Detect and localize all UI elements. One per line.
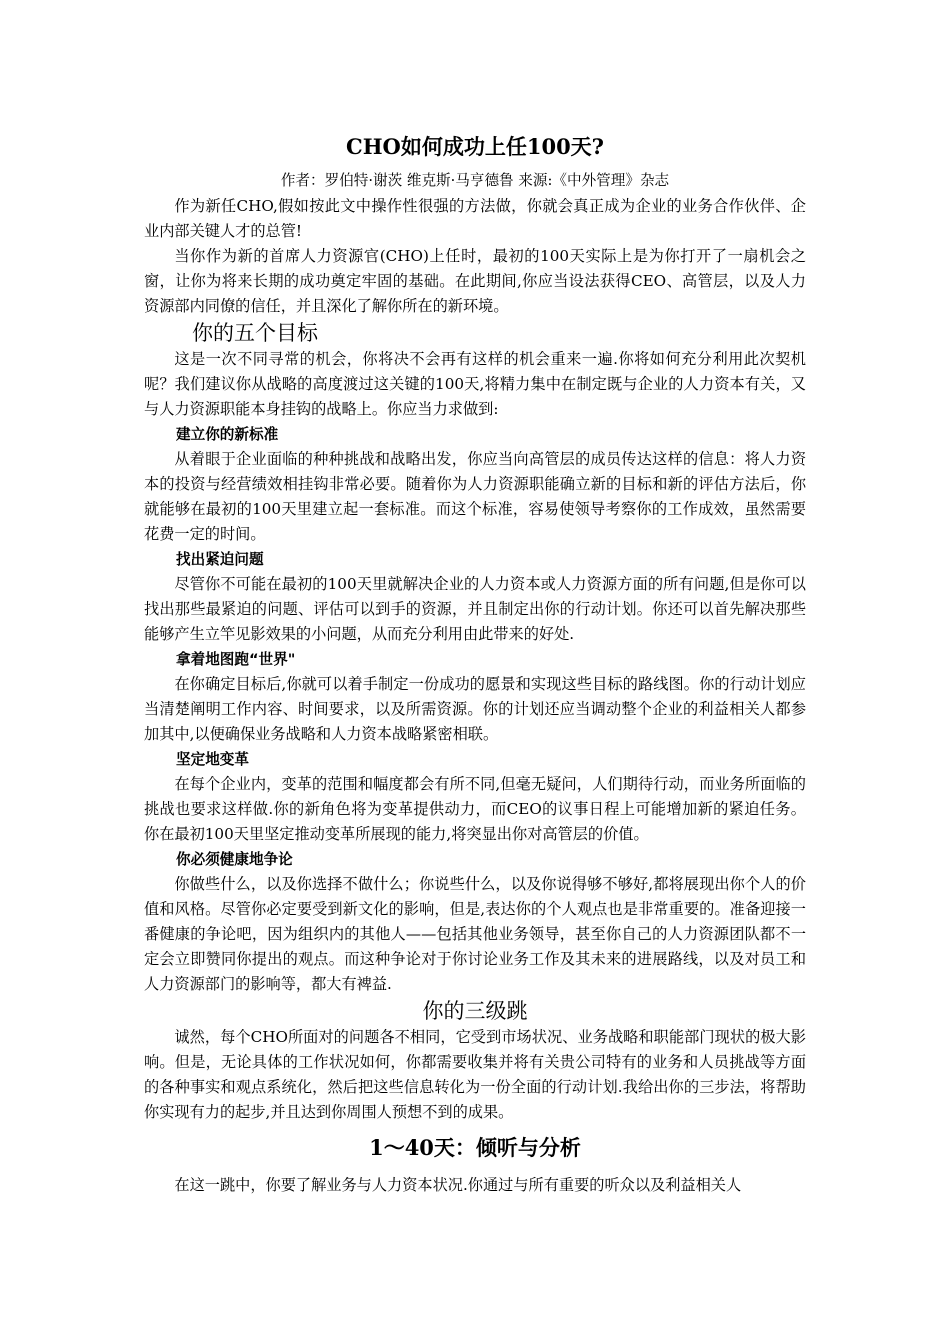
byline: 作者：罗伯特·谢茨 维克斯·马亨德鲁 来源:《中外管理》杂志	[280, 172, 670, 189]
intro-paragraph-1: 作为新任CHO,假如按此文中操作性很强的方法做，你就会真正成为企业的业务合作伙伴、企业内部关键人才的总管!	[144, 197, 806, 240]
section2-text: 诚然，每个CHO所面对的问题各不相同，它受到市场状况、业务战略和职能部门现状的极大影响。但是，无论具体的工作状况如何，你都需要收集并将有关贵公司特有的业务和人员挑战等方面的各种事实和观点系统化，然后把这些信息转化为一份全面的行动计划.我给出你的三步法，将帮助你实现有力的起步,并且达到你周围人预想不到的成果。	[144, 1028, 806, 1121]
goal-heading-3: 拿着地图跑“世界"	[176, 651, 296, 668]
section-heading-three-jumps: 你的三级跳	[422, 999, 528, 1023]
section-heading-five-goals: 你的五个目标	[192, 321, 318, 345]
goal-heading-1: 建立你的新标准	[176, 426, 279, 443]
goal-text-3: 在你确定目标后,你就可以着手制定一份成功的愿景和实现这些目标的路线图。你的行动计划应当清楚阐明工作内容、时间要求，以及所需资源。你的计划还应当调动整个企业的利益相关人都参加其中,以便确保业务战略和人力资本战略紧密相联。	[144, 675, 806, 743]
goal-text-1: 从着眼于企业面临的种种挑战和战略出发，你应当向高管层的成员传达这样的信息：将人力资本的投资与经营绩效相挂钩非常必要。随着你为人力资源职能确立新的目标和新的评估方法后，你就能够在最初的100天里建立起一套标准。而这个标准，容易使领导考察你的工作成效，虽然需要花费一定的时间。	[144, 450, 806, 543]
document-title: CHO如何成功上任100天?	[346, 134, 604, 159]
document-page	[144, 128, 806, 1198]
goal-text-5: 你做些什么，以及你选择不做什么；你说些什么，以及你说得够不够好,都将展现出你个人的价值和风格。尽管你必定要受到新文化的影响，但是,表达你的个人观点也是非常重要的。准备迎接一番健康的争论吧，因为组织内的其他人——包括其他业务领导，甚至你自己的人力资源团队都不一定会立即赞同你提出的观点。而这种争论对于你讨论业务工作及其未来的进展路线，以及对员工和人力资源部门的影响等，都大有裨益.	[144, 875, 806, 993]
goal-heading-4: 坚定地变革	[176, 751, 249, 768]
section-heading-days-1-40: 1～40天：倾听与分析	[369, 1135, 581, 1160]
goal-text-4: 在每个企业内，变革的范围和幅度都会有所不同,但毫无疑问，人们期待行动，而业务所面临的挑战也要求这样做.你的新角色将为变革提供动力，而CEO的议事日程上可能增加新的紧迫任务。你在最初100天里坚定推动变革所展现的能力,将突显出你对高管层的价值。	[144, 775, 806, 843]
goal-heading-2: 找出紧迫问题	[176, 551, 264, 568]
intro-paragraph-2: 当你作为新的首席人力资源官(CHO)上任时，最初的100天实际上是为你打开了一扇机会之窗，让你为将来长期的成功奠定牢固的基础。在此期间,你应当设法获得CEO、高管层，以及人力资源部内同僚的信任，并且深化了解你所在的新环境。	[144, 247, 806, 315]
goal-heading-5: 你必须健康地争论	[176, 851, 293, 868]
section1-intro: 这是一次不同寻常的机会，你将决不会再有这样的机会重来一遍.你将如何充分利用此次契机呢？我们建议你从战略的高度渡过这关键的100天,将精力集中在制定既与企业的人力资本有关，又与人力资源职能本身挂钩的战略上。你应当力求做到:	[144, 350, 806, 418]
section3-text: 在这一跳中，你要了解业务与人力资本状况.你通过与所有重要的听众以及利益相关人	[174, 1176, 742, 1194]
goal-text-2: 尽管你不可能在最初的100天里就解决企业的人力资本或人力资源方面的所有问题,但是你可以找出那些最紧迫的问题、评估可以到手的资源，并且制定出你的行动计划。你还可以首先解决那些能够产生立竿见影效果的小问题，从而充分利用由此带来的好处.	[144, 575, 806, 643]
